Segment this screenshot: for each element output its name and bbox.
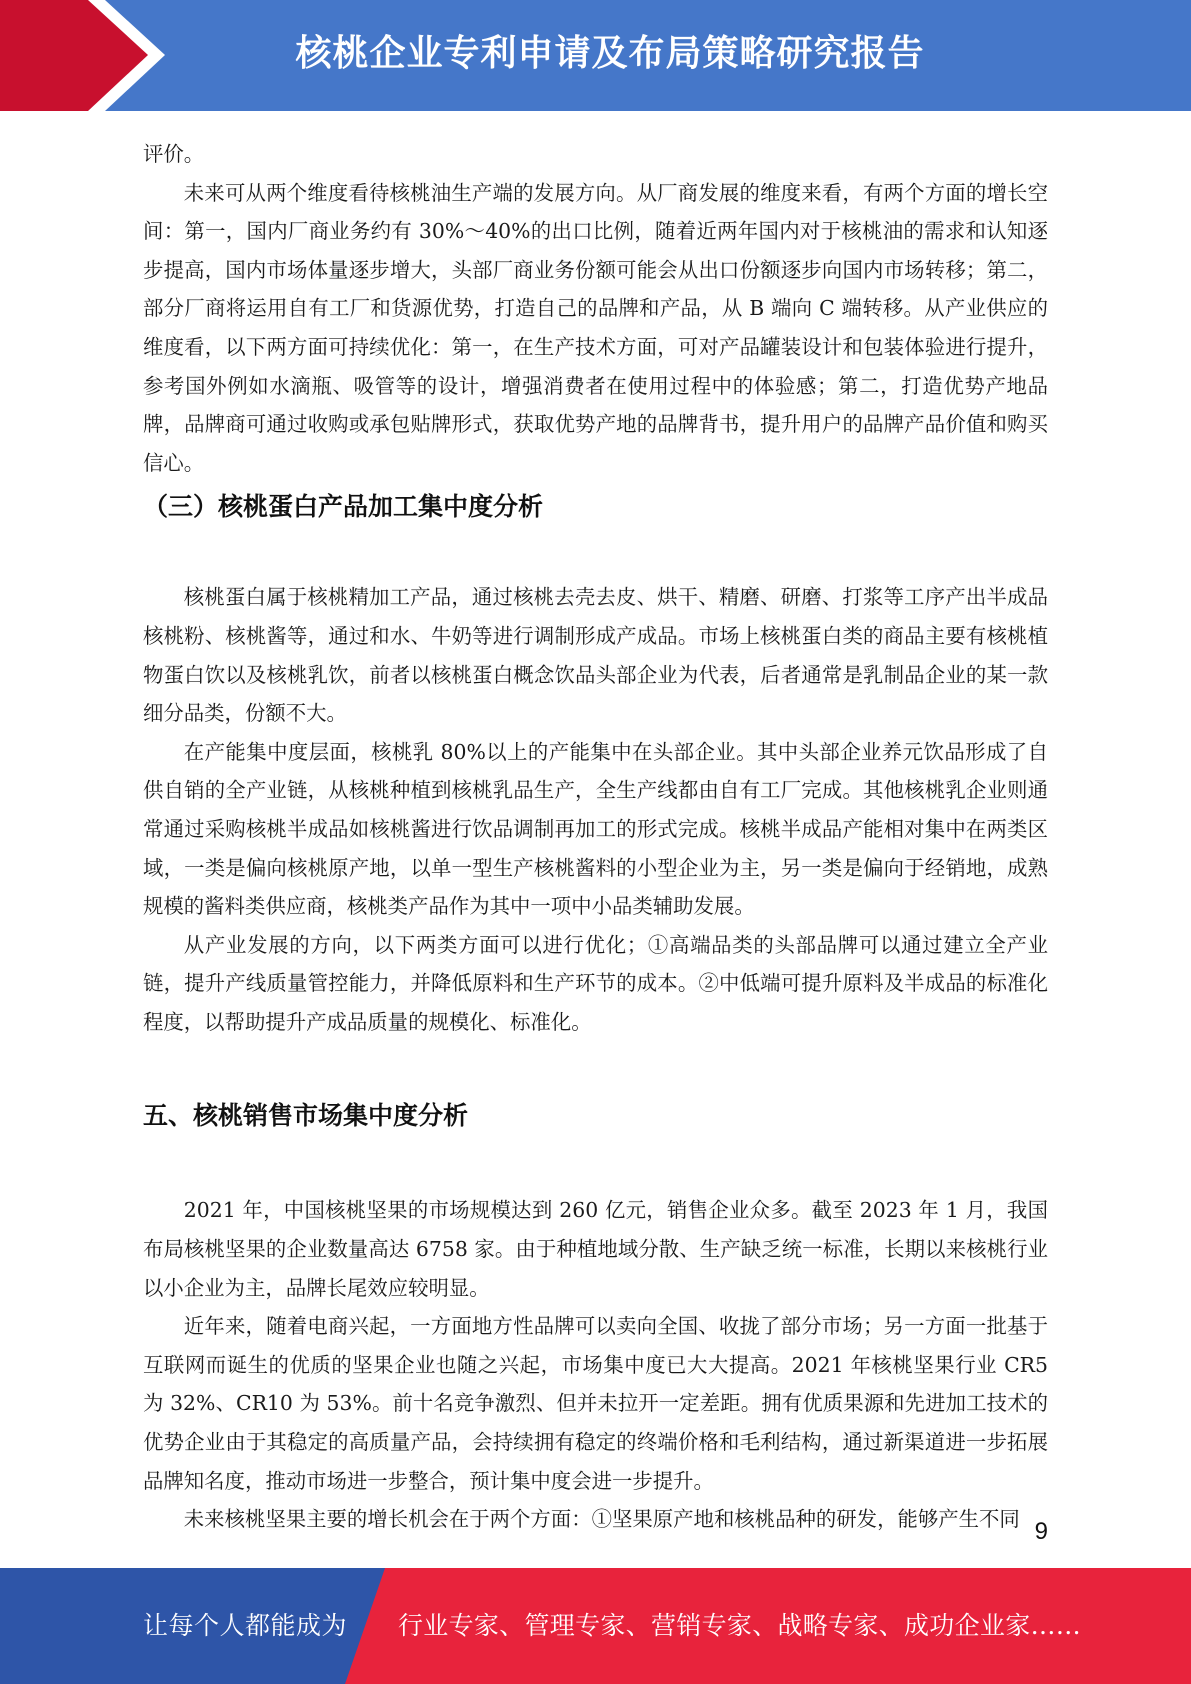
subsection-heading: （三）核桃蛋白产品加工集中度分析 bbox=[143, 492, 544, 522]
paragraph: 在产能集中度层面，核桃乳 80%以上的产能集中在头部企业。其中头部企业养元饮品形成了自供自销的全产业链，从核桃种植到核桃乳品生产，全生产线都由自有工厂完成。其他核桃乳企业则通常通过采购核桃半成品如核桃酱进行饮品调制再加工的形式完成。核桃半成品产能相对集中在两类区域，一类是偏向核桃原产地，以单一型生产核桃酱料的小型企业为主，另一类是偏向于经销地，成熟规模的酱料类供应商，核桃类产品作为其中一项中小品类辅助发展。 bbox=[143, 739, 1048, 919]
paragraph: 从产业发展的方向，以下两类方面可以进行优化；①高端品类的头部品牌可以通过建立全产业链，提升产线质量管控能力，并降低原料和生产环节的成本。②中低端可提升原料及半成品的标准化程度，以帮助提升产成品质量的规模化、标准化。 bbox=[143, 932, 1048, 1034]
page-header bbox=[0, 0, 1191, 111]
paragraph: 未来可从两个维度看待核桃油生产端的发展方向。从厂商发展的维度来看，有两个方面的增长空间：第一，国内厂商业务约有 30%～40%的出口比例，随着近两年国内对于核桃油的需求和认知逐步提高，国内市场体量逐步增大，头部厂商业务份额可能会从出口份额逐步向国内市场转移；第二，部分厂商将运用自有工厂和货源优势，打造自己的品牌和产品，从 B 端向 C 端转移。从产业供应的维度看，以下两方面可持续优化：第一，在生产技术方面，可对产品罐装设计和包装体验进行提升，参考国外例如水滴瓶、吸管等的设计，增强消费者在使用过程中的体验感；第二，打造优势产地品牌，品牌商可通过收购或承包贴牌形式，获取优势产地的品牌背书，提升用户的品牌产品价值和购买信心。 bbox=[143, 180, 1048, 475]
paragraph: 2021 年，中国核桃坚果的市场规模达到 260 亿元，销售企业众多。截至 2023 年 1 月，我国布局核桃坚果的企业数量高达 6758 家。由于种植地域分散、生产缺乏统一标准，长期以来核桃行业以小企业为主，品牌长尾效应较明显。 bbox=[143, 1198, 1048, 1300]
section-heading: 五、核桃销售市场集中度分析 bbox=[143, 1101, 469, 1131]
page-content bbox=[143, 135, 1048, 1539]
page-footer bbox=[0, 1568, 1191, 1684]
paragraph: 核桃蛋白属于核桃精加工产品，通过核桃去壳去皮、烘干、精磨、研磨、打浆等工序产出半成品核桃粉、核桃酱等，通过和水、牛奶等进行调制形成产成品。市场上核桃蛋白类的商品主要有核桃植物蛋白饮以及核桃乳饮，前者以核桃蛋白概念饮品头部企业为代表，后者通常是乳制品企业的某一款细分品类，份额不大。 bbox=[143, 585, 1048, 726]
report-title: 核桃企业专利申请及布局策略研究报告 bbox=[295, 33, 925, 74]
paragraph: 近年来，随着电商兴起，一方面地方性品牌可以卖向全国、收拢了部分市场；另一方面一批基于互联网而诞生的优质的坚果企业也随之兴起，市场集中度已大大提高。2021 年核桃坚果行业 CR5 为 32%、CR10 为 53%。前十名竞争激烈、但并未拉开一定差距。拥有优质果源和先进加工技术的优势企业由于其稳定的高质量产品，会持续拥有稳定的终端价格和毛利结构，通过新渠道进一步拓展品牌知名度，推动市场进一步整合，预计集中度会进一步提升。 bbox=[143, 1314, 1048, 1493]
paragraph: 评价。 bbox=[143, 142, 205, 166]
page-number: 9 bbox=[1034, 1518, 1048, 1545]
paragraph: 未来核桃坚果主要的增长机会在于两个方面：①坚果原产地和核桃品种的研发，能够产生不同 bbox=[183, 1507, 1020, 1532]
footer-slogan-right: 行业专家、管理专家、营销专家、战略专家、成功企业家…… bbox=[398, 1611, 1082, 1640]
footer-slogan-left: 让每个人都能成为 bbox=[143, 1611, 348, 1640]
